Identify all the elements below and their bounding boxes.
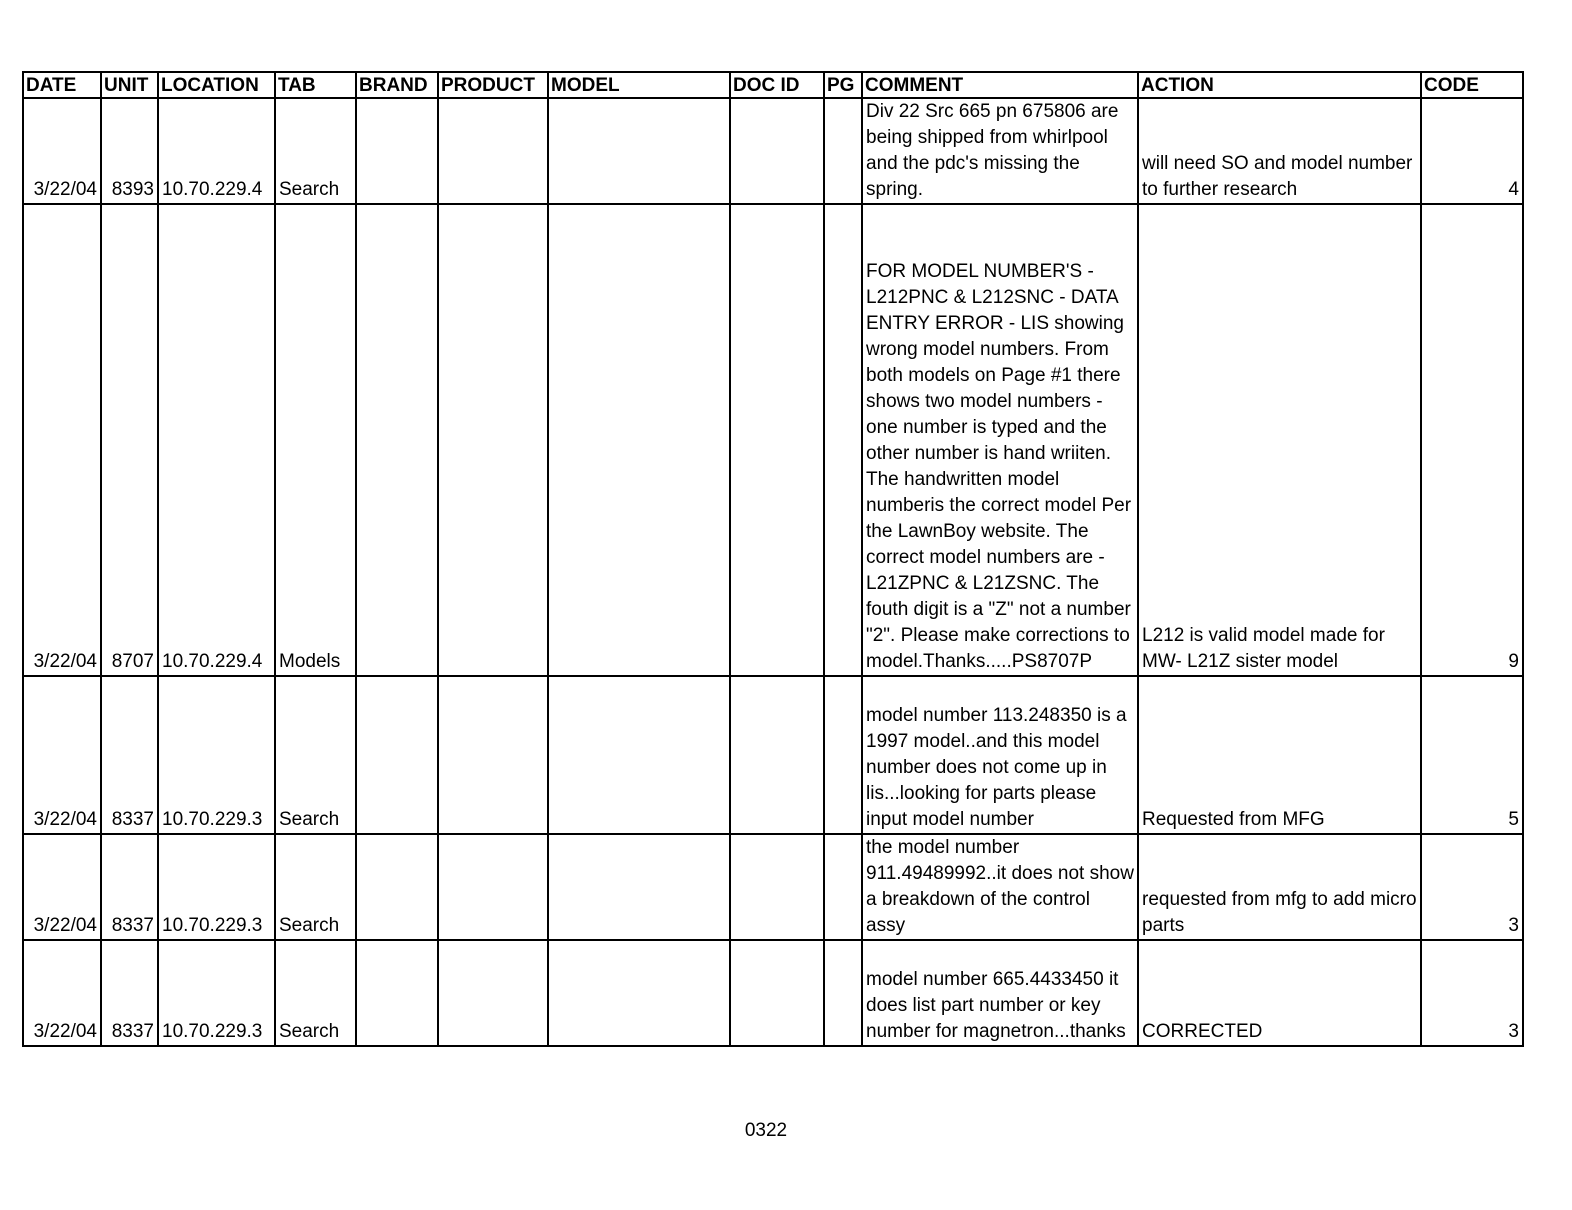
cell-pg [824, 834, 862, 940]
cell-unit: 8337 [101, 676, 158, 834]
cell-product [438, 98, 548, 204]
cell-doc-id [730, 940, 824, 1046]
issue-log-table [22, 71, 1524, 1047]
cell-code: 4 [1421, 98, 1523, 204]
cell-pg [824, 98, 862, 204]
cell-doc-id [730, 98, 824, 204]
cell-tab: Search [275, 676, 356, 834]
cell-doc-id [730, 204, 824, 676]
cell-pg [824, 940, 862, 1046]
cell-unit: 8393 [101, 98, 158, 204]
column-header-location: LOCATION [158, 72, 275, 98]
cell-unit: 8707 [101, 204, 158, 676]
cell-date: 3/22/04 [23, 940, 101, 1046]
page-number: 0322 [744, 1120, 788, 1141]
cell-brand [356, 98, 438, 204]
cell-unit: 8337 [101, 834, 158, 940]
table-row [23, 940, 1523, 1046]
cell-tab: Search [275, 940, 356, 1046]
column-header-product: PRODUCT [438, 72, 548, 98]
cell-comment: the model number 911.49489992..it does not show a breakdown of the control assy [862, 834, 1138, 940]
cell-action: requested from mfg to add micro parts [1138, 834, 1421, 940]
column-header-doc-id: DOC ID [730, 72, 824, 98]
log-sheet [22, 71, 1522, 1047]
cell-date: 3/22/04 [23, 98, 101, 204]
cell-code: 9 [1421, 204, 1523, 676]
cell-date: 3/22/04 [23, 204, 101, 676]
header-row [23, 72, 1523, 98]
cell-product [438, 676, 548, 834]
column-header-comment: COMMENT [862, 72, 1138, 98]
column-header-action: ACTION [1138, 72, 1421, 98]
cell-tab: Search [275, 98, 356, 204]
column-header-date: DATE [23, 72, 101, 98]
column-header-tab: TAB [275, 72, 356, 98]
cell-product [438, 940, 548, 1046]
column-header-pg: PG [824, 72, 862, 98]
cell-model [548, 204, 730, 676]
cell-action: CORRECTED [1138, 940, 1421, 1046]
cell-comment: model number 665.4433450 it does list part number or key number for magnetron...thanks [862, 940, 1138, 1046]
cell-brand [356, 834, 438, 940]
cell-unit: 8337 [101, 940, 158, 1046]
cell-location: 10.70.229.3 [158, 940, 275, 1046]
cell-model [548, 98, 730, 204]
cell-location: 10.70.229.4 [158, 98, 275, 204]
column-header-unit: UNIT [101, 72, 158, 98]
cell-product [438, 834, 548, 940]
cell-comment: FOR MODEL NUMBER'S - L212PNC & L212SNC - DATA ENTRY ERROR - LIS showing wrong model numbers. From both models on Page #1 there shows two model numbers - one number is typed and the other number is hand wriiten. The handwritten model numberis the correct model Per the LawnBoy website. The correct model numbers are - L21ZPNC & L21ZSNC. The fouth digit is a "Z" not a number "2". Please make corrections to model.Thanks.....PS8707P [862, 204, 1138, 676]
cell-pg [824, 204, 862, 676]
cell-comment: Div 22 Src 665 pn 675806 are being shipped from whirlpool and the pdc's missing the spring. [862, 98, 1138, 204]
cell-doc-id [730, 676, 824, 834]
cell-pg [824, 676, 862, 834]
cell-action: will need SO and model number to further research [1138, 98, 1421, 204]
cell-action: L212 is valid model made for MW- L21Z sister model [1138, 204, 1421, 676]
table-row [23, 676, 1523, 834]
cell-product [438, 204, 548, 676]
cell-date: 3/22/04 [23, 676, 101, 834]
cell-code: 3 [1421, 834, 1523, 940]
cell-model [548, 676, 730, 834]
cell-tab: Search [275, 834, 356, 940]
cell-brand [356, 940, 438, 1046]
column-header-brand: BRAND [356, 72, 438, 98]
cell-code: 3 [1421, 940, 1523, 1046]
cell-location: 10.70.229.3 [158, 834, 275, 940]
cell-model [548, 940, 730, 1046]
table-row [23, 834, 1523, 940]
table-row [23, 204, 1523, 676]
cell-location: 10.70.229.3 [158, 676, 275, 834]
table-row [23, 98, 1523, 204]
cell-model [548, 834, 730, 940]
cell-location: 10.70.229.4 [158, 204, 275, 676]
cell-brand [356, 204, 438, 676]
cell-code: 5 [1421, 676, 1523, 834]
column-header-code: CODE [1421, 72, 1523, 98]
cell-tab: Models [275, 204, 356, 676]
cell-doc-id [730, 834, 824, 940]
cell-action: Requested from MFG [1138, 676, 1421, 834]
cell-brand [356, 676, 438, 834]
column-header-model: MODEL [548, 72, 730, 98]
cell-comment: model number 113.248350 is a 1997 model..and this model number does not come up in lis...looking for parts please input model number [862, 676, 1138, 834]
cell-date: 3/22/04 [23, 834, 101, 940]
